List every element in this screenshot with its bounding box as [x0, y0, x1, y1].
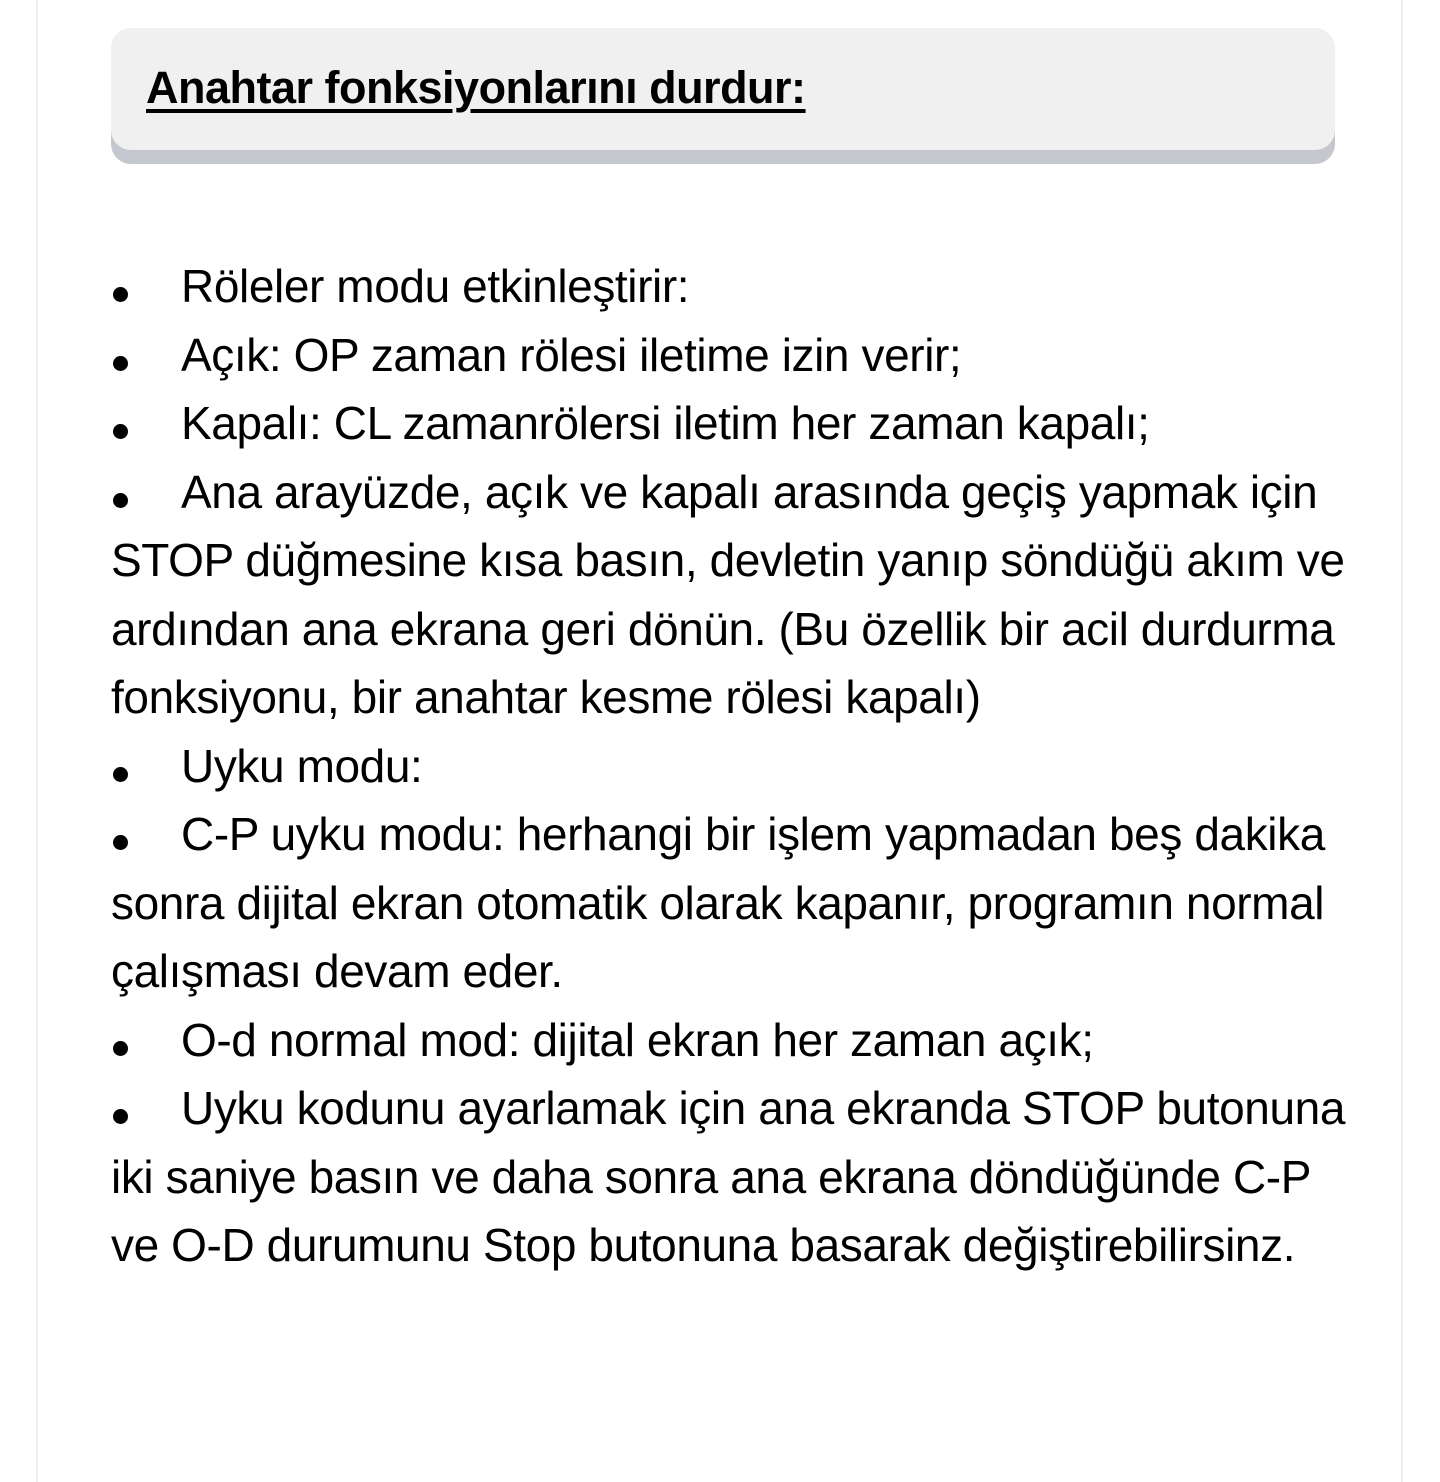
heading-box — [111, 28, 1335, 150]
list-item — [111, 800, 1351, 1006]
section-heading: Anahtar fonksiyonlarını durdur: — [146, 62, 806, 113]
list-item-text: Açık: OP zaman rölesi iletime izin verir; — [181, 328, 962, 381]
list-item — [111, 1006, 1351, 1075]
list-item — [111, 321, 1351, 390]
list-item — [111, 252, 1351, 321]
list-item-text: C-P uyku modu: herhangi bir işlem yapmadan beş dakika sonra dijital ekran otomatik olarak kapanır, programın normal çalışması devam eder. — [111, 808, 1325, 997]
list-item — [111, 458, 1351, 732]
list-item-text: Ana arayüzde, açık ve kapalı arasında geçiş yapmak için STOP düğmesine kısa basın, devletin yanıp söndüğü akım ve ardından ana ekrana geri dönün. (Bu özellik bir acil durdurma fonksiyonu, bir anahtar kesme rölesi kapalı) — [111, 465, 1345, 723]
document-page — [36, 0, 1403, 1482]
list-item — [111, 732, 1351, 801]
list-item — [111, 1074, 1351, 1280]
list-item-text: Uyku kodunu ayarlamak için ana ekranda STOP butonuna iki saniye basın ve daha sonra ana ekrana döndüğünde C-P ve O-D durumunu Stop butonuna basarak değiştirebilirsinz. — [111, 1082, 1346, 1271]
list-item-text: Uyku modu: — [181, 739, 423, 792]
list-item — [111, 389, 1351, 458]
list-item-text: Kapalı: CL zamanrölersi iletim her zaman kapalı; — [181, 397, 1150, 449]
list-item-text: O-d normal mod: dijital ekran her zaman açık; — [181, 1013, 1094, 1066]
list-item-text: Röleler modu etkinleştirir: — [181, 260, 690, 312]
bullet-list — [111, 252, 1351, 1280]
